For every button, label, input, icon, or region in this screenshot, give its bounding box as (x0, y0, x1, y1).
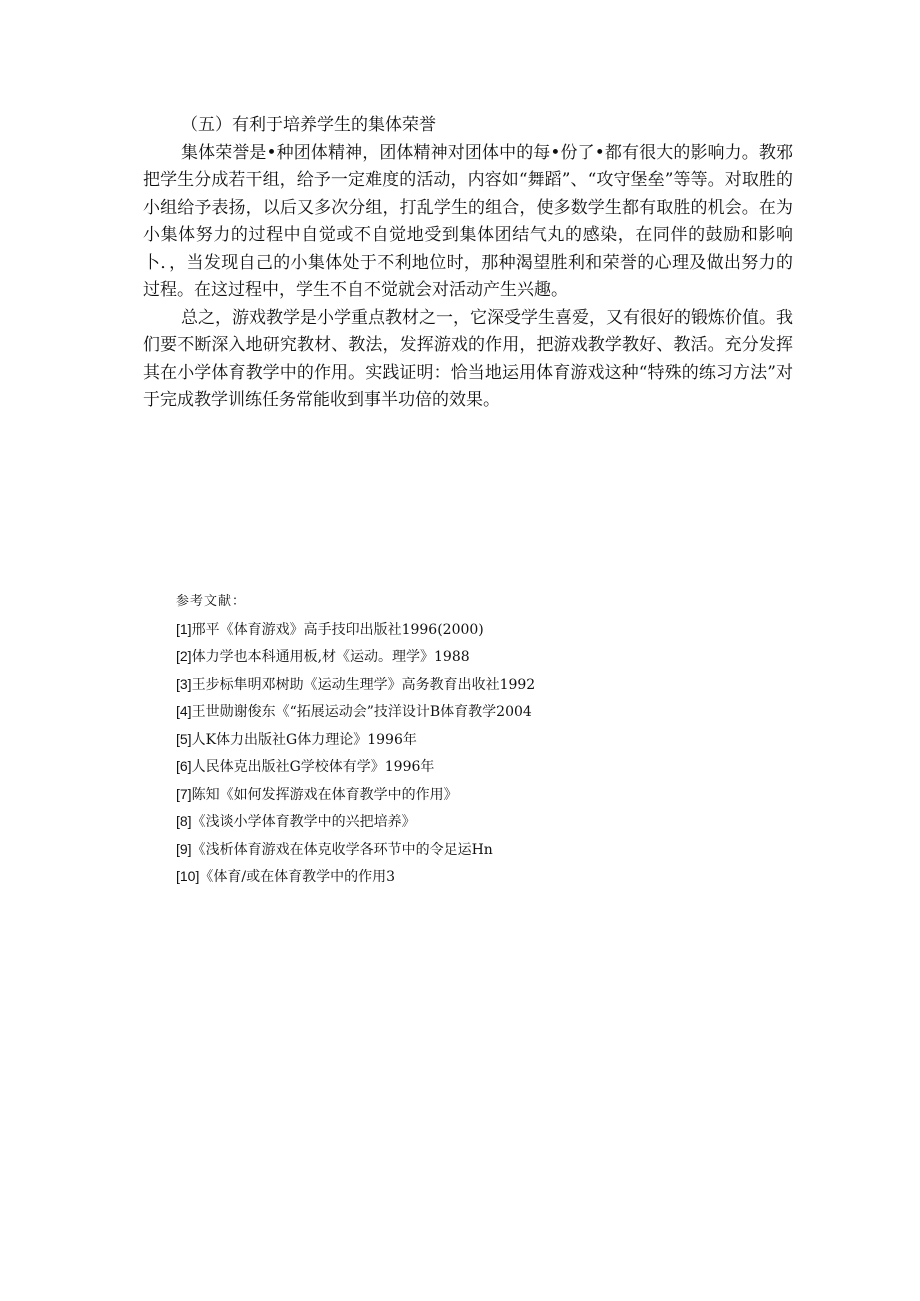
reference-item (176, 753, 776, 781)
reference-number: [3] (176, 675, 192, 692)
reference-text: 王世勋谢俊东《“拓展运动会”技洋设计B体育教学2004 (191, 704, 532, 720)
reference-item (176, 836, 776, 864)
reference-number: [8] (176, 813, 192, 829)
reference-item (176, 808, 776, 836)
reference-item (176, 726, 776, 754)
body-section (143, 112, 793, 415)
reference-item (176, 616, 776, 644)
reference-number: [6] (176, 758, 192, 774)
reference-text: 《体育/或在体育教学中的作用3 (199, 869, 395, 885)
reference-number: [10] (176, 868, 200, 884)
reference-text: 人民体克出版社G学校体有学》1996年 (191, 759, 435, 775)
reference-number: [5] (176, 730, 192, 747)
reference-text: 邢平《体育游戏》高手技印出版社1996(2000) (191, 621, 484, 638)
reference-item (176, 671, 776, 699)
reference-item (176, 863, 776, 891)
reference-item (176, 698, 776, 726)
reference-number: [4] (176, 703, 192, 719)
reference-text: 人K体力出版社G体力理论》1996年 (191, 731, 417, 748)
reference-number: [9] (176, 840, 192, 857)
references-section (176, 589, 776, 891)
references-title: 参考文献： (176, 594, 247, 609)
reference-number: [2] (176, 648, 192, 664)
reference-text: 体力学也本科通用板,材《运动。理学》1988 (191, 649, 470, 665)
reference-text: 王步标隼明邓树助《运动生理学》高务教育出收社1992 (191, 676, 536, 693)
paragraph-collective-honor: 集体荣誉是•种团体精神，团体精神对团体中的每•份了•都有很大的影响力。教邪把学生分成若干组，给予一定难度的活动，内容如“舞蹈”、“攻守堡垒”等等。对取胜的小组给予表扬，以后又多次分组，打乱学生的组合，使多数学生都有取胜的机会。在为小集体努力的过程中自觉或不自觉地受到集体团结气丸的感染，在同伴的鼓励和影响卜．，当发现自己的小集体处于不利地位时，那种渴望胜利和荣誉的心理及做出努力的过程。在这过程中，学生不自不觉就会对活动产生兴趣。 (143, 142, 793, 300)
reference-number: [1] (176, 620, 192, 637)
reference-list (176, 616, 776, 891)
section-heading: （五）有利于培养学生的集体荣誉 (181, 115, 436, 135)
reference-text: 《浅析体育游戏在体克收学各环节中的令足运Hn (191, 841, 493, 858)
paragraph-conclusion: 总之，游戏教学是小学重点教材之一，它深受学生喜爱，又有很好的锻炼价值。我们要不断深入地研究教材、教法，发挥游戏的作用，把游戏教学教好、教活。充分发挥其在小学体育教学中的作用。实践证明：恰当地运用体育游戏这种“特殊的练习方法”对于完成教学训练任务常能收到事半功倍的效果。 (143, 307, 793, 410)
reference-number: [7] (176, 785, 192, 802)
reference-text: 陈知《如何发挥游戏在体育教学中的作用》 (191, 786, 458, 803)
reference-text: 《浅谈小学体育教学中的兴把培养》 (191, 814, 416, 830)
reference-item (176, 781, 776, 809)
reference-item (176, 643, 776, 671)
